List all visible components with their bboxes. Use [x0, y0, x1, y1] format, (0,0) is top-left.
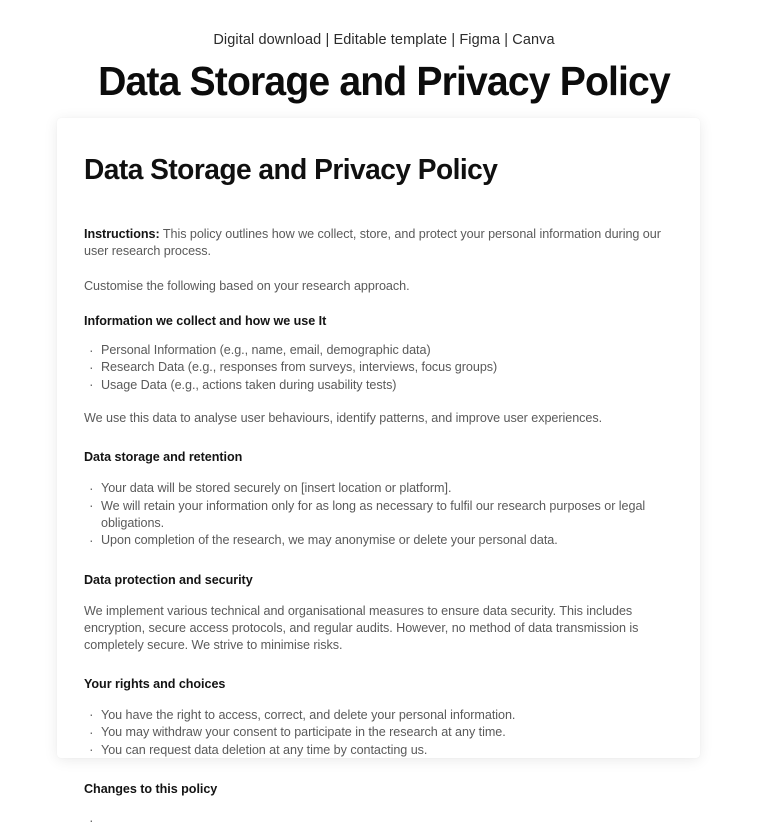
spacer	[84, 550, 673, 572]
spacer	[84, 427, 673, 449]
section-bullet-list	[84, 480, 673, 550]
spacer	[84, 188, 673, 226]
spacer	[84, 654, 673, 676]
spacer	[84, 466, 673, 480]
hero-title: Data Storage and Privacy Policy	[98, 58, 670, 104]
section-heading: Data storage and retention	[84, 450, 243, 465]
spacer	[84, 798, 673, 812]
spacer	[84, 589, 673, 603]
customise-note: Customise the following based on your research approach.	[84, 279, 410, 293]
hero-header	[0, 0, 768, 105]
spacer	[84, 295, 673, 313]
section-closing-paragraph: We use this data to analyse user behaviours, identify patterns, and improve user experiences.	[84, 411, 603, 426]
list-item: · You may withdraw your consent to participate in the research at any time.	[84, 724, 673, 741]
section-data-storage-and-retention	[84, 449, 673, 550]
list-item: · Personal Information (e.g., name, email, demographic data)	[84, 342, 673, 359]
section-heading: Data protection and security	[84, 572, 253, 587]
section-heading: Information we collect and how we use It	[84, 314, 327, 328]
instructions-paragraph	[84, 226, 673, 260]
spacer	[84, 759, 673, 781]
instructions-text: This policy outlines how we collect, store, and protect your personal information during our user research process.	[84, 227, 661, 258]
section-bullet-list	[84, 707, 673, 759]
section-heading: Your rights and choices	[84, 676, 226, 691]
spacer	[84, 693, 673, 707]
list-item: · We will retain your information only for as long as necessary to fulfil our research purposes or legal obligations.	[84, 498, 673, 533]
spacer	[84, 330, 673, 342]
section-changes-to-this-policy	[84, 781, 673, 829]
section-paragraph: We implement various technical and organisational measures to ensure data security. This includes encryption, secure access protocols, and regular audits. However, no method of data transmission is completely secure. We strive to minimise risks.	[84, 603, 639, 652]
document-card	[57, 118, 700, 797]
hero-eyebrow: Digital download | Editable template | Figma | Canva	[213, 32, 555, 48]
section-bullet-list	[84, 342, 673, 394]
list-item	[84, 812, 673, 829]
section-bullet-list	[84, 812, 673, 829]
list-item: · Your data will be stored securely on [insert location or platform].	[84, 480, 673, 497]
instructions-label: Instructions:	[84, 227, 160, 241]
list-item: · Research Data (e.g., responses from surveys, interviews, focus groups)	[84, 359, 673, 376]
section-your-rights-and-choices	[84, 676, 673, 759]
document-title: Data Storage and Privacy Policy	[84, 154, 498, 186]
section-heading: Changes to this policy	[84, 782, 218, 797]
section-information-we-collect	[84, 313, 673, 427]
section-data-protection-and-security	[84, 572, 673, 654]
spacer	[84, 394, 673, 410]
list-item: · You can request data deletion at any time by contacting us.	[84, 742, 673, 759]
list-item: · Usage Data (e.g., actions taken during usability tests)	[84, 377, 673, 394]
spacer	[84, 260, 673, 278]
list-item: · Upon completion of the research, we may anonymise or delete your personal data.	[84, 532, 673, 549]
list-item: · You have the right to access, correct, and delete your personal information.	[84, 707, 673, 724]
